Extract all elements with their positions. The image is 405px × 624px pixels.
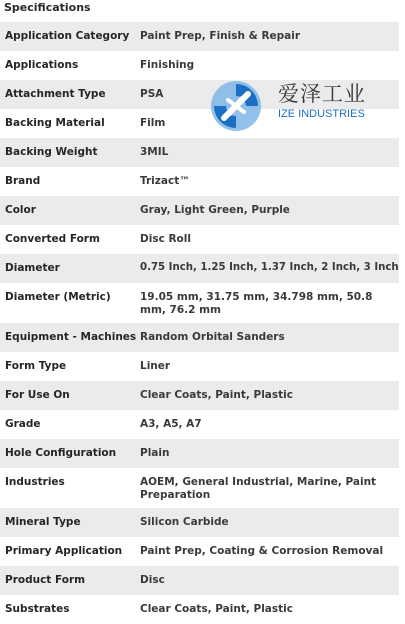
table-row bbox=[0, 410, 399, 439]
spec-label: Applications bbox=[0, 51, 140, 80]
spec-value: Gray, Light Green, Purple bbox=[140, 196, 399, 225]
spec-value: PSA bbox=[140, 80, 399, 109]
spec-value: Film bbox=[140, 109, 399, 138]
spec-value: Finishing bbox=[140, 51, 399, 80]
table-row bbox=[0, 323, 399, 352]
spec-label: Brand bbox=[0, 167, 140, 196]
spec-value: 0.75 Inch, 1.25 Inch, 1.37 Inch, 2 Inch, 3 Inch bbox=[140, 254, 399, 283]
table-row bbox=[0, 352, 399, 381]
spec-label: Hole Configuration bbox=[0, 439, 140, 468]
table-row bbox=[0, 283, 399, 323]
spec-label: Backing Weight bbox=[0, 138, 140, 167]
spec-value: Paint Prep, Coating & Corrosion Removal bbox=[140, 537, 399, 566]
spec-value: Liner bbox=[140, 352, 399, 381]
table-row bbox=[0, 196, 399, 225]
spec-label: Backing Material bbox=[0, 109, 140, 138]
spec-label: Color bbox=[0, 196, 140, 225]
spec-value: Plain bbox=[140, 439, 399, 468]
spec-value: Random Orbital Sanders bbox=[140, 323, 399, 352]
spec-label: Attachment Type bbox=[0, 80, 140, 109]
table-row bbox=[0, 109, 399, 138]
spec-label: For Use On bbox=[0, 381, 140, 410]
table-row bbox=[0, 381, 399, 410]
table-row bbox=[0, 468, 399, 508]
watermark-english-name: IZE INDUSTRIES bbox=[278, 108, 365, 120]
watermark-chinese-name: 爱泽工业 bbox=[278, 82, 366, 106]
spec-label: Diameter bbox=[0, 254, 140, 283]
spec-label: Product Form bbox=[0, 566, 140, 595]
spec-label: Primary Application bbox=[0, 537, 140, 566]
spec-label: Converted Form bbox=[0, 225, 140, 254]
spec-label: Mineral Type bbox=[0, 508, 140, 537]
table-row bbox=[0, 167, 399, 196]
spec-label: Grade bbox=[0, 410, 140, 439]
spec-value: Disc bbox=[140, 566, 399, 595]
page-title: Specifications bbox=[4, 1, 91, 14]
table-row bbox=[0, 439, 399, 468]
spec-label: Form Type bbox=[0, 352, 140, 381]
table-row bbox=[0, 138, 399, 167]
spec-value: 19.05 mm, 31.75 mm, 34.798 mm, 50.8 mm, 76.2 mm bbox=[140, 283, 399, 323]
spec-value: Disc Roll bbox=[140, 225, 399, 254]
spec-value: Trizact™ bbox=[140, 167, 399, 196]
spec-value: Paint Prep, Finish & Repair bbox=[140, 22, 399, 51]
spec-label: Diameter (Metric) bbox=[0, 283, 140, 323]
spec-value: Clear Coats, Paint, Plastic bbox=[140, 381, 399, 410]
spec-value: AOEM, General Industrial, Marine, Paint Preparation bbox=[140, 468, 399, 508]
spec-value: Clear Coats, Paint, Plastic bbox=[140, 595, 399, 624]
table-row bbox=[0, 80, 399, 109]
spec-value: A3, A5, A7 bbox=[140, 410, 399, 439]
table-row bbox=[0, 566, 399, 595]
table-row bbox=[0, 225, 399, 254]
spec-label: Substrates bbox=[0, 595, 140, 624]
spec-label: Application Category bbox=[0, 22, 140, 51]
spec-value: Silicon Carbide bbox=[140, 508, 399, 537]
table-row bbox=[0, 22, 399, 51]
table-row bbox=[0, 537, 399, 566]
table-row bbox=[0, 254, 399, 283]
table-row bbox=[0, 508, 399, 537]
spec-label: Equipment - Machines bbox=[0, 323, 140, 352]
table-row bbox=[0, 51, 399, 80]
spec-value: 3MIL bbox=[140, 138, 399, 167]
spec-label: Industries bbox=[0, 468, 140, 508]
specifications-table bbox=[0, 22, 399, 624]
table-row bbox=[0, 595, 399, 624]
